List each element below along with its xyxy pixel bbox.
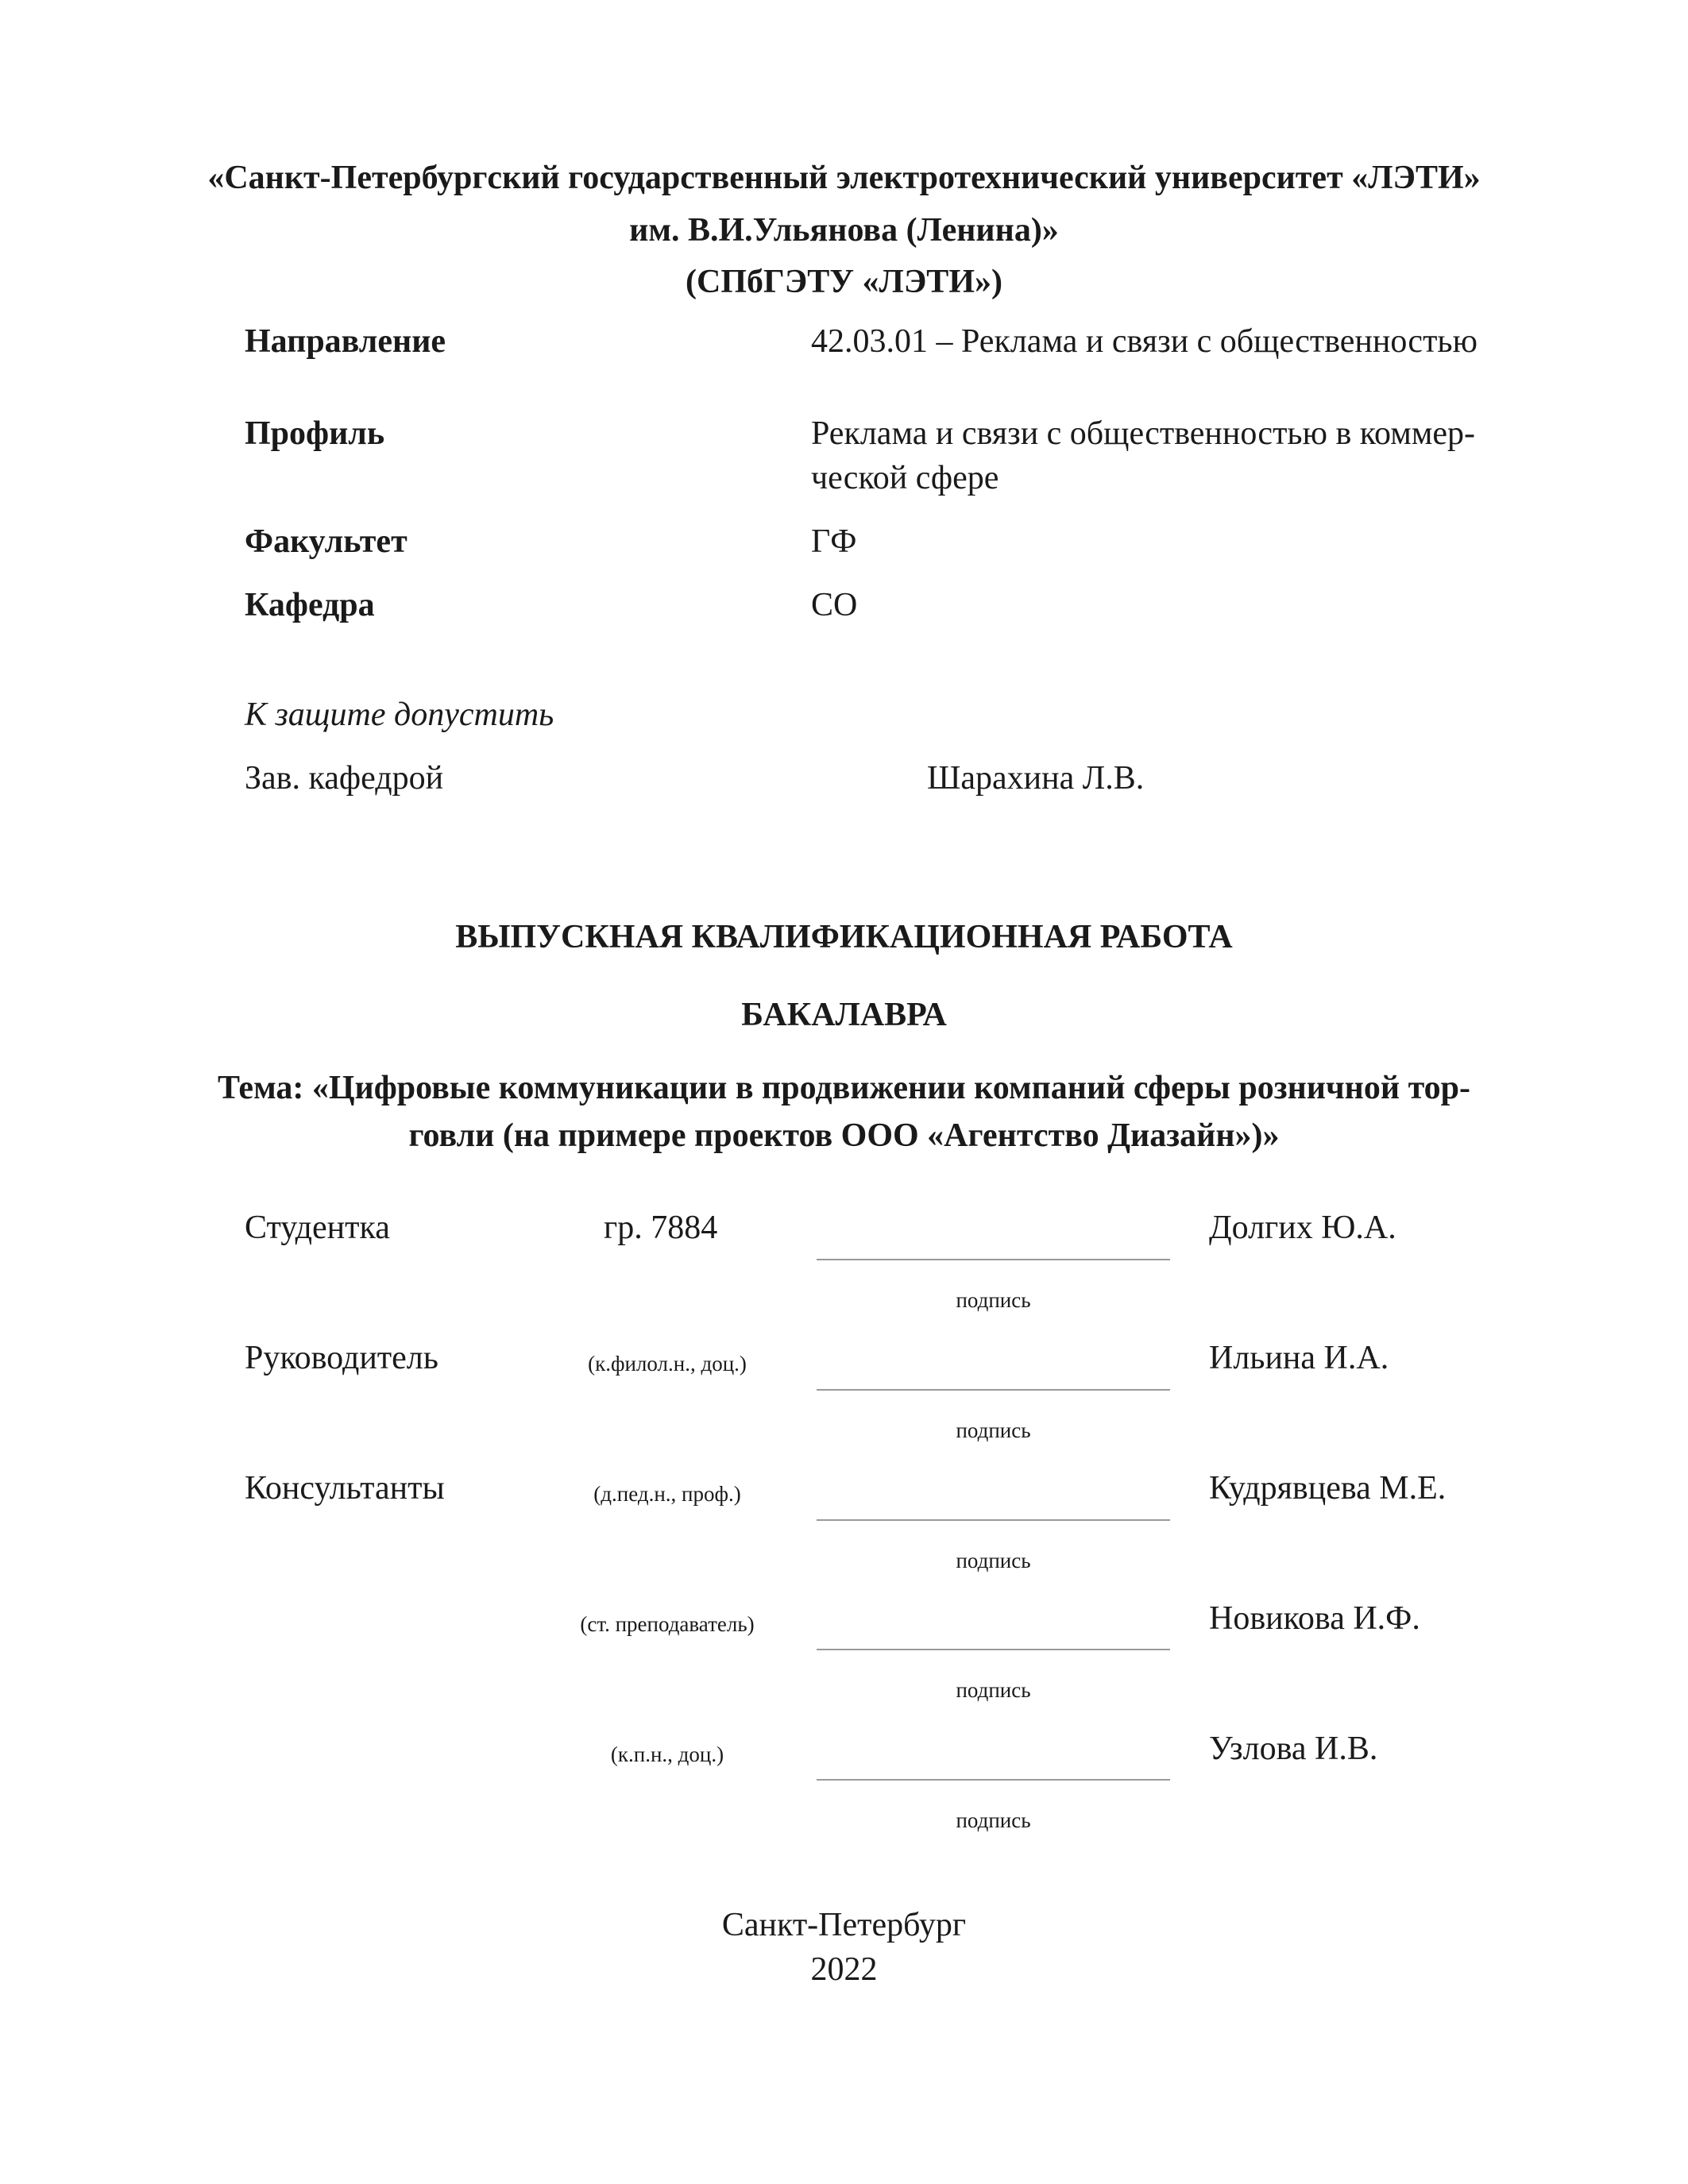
footer-city: Санкт-Петербург: [721, 1907, 967, 1943]
signature-line: [817, 1389, 1170, 1391]
signature-line: [817, 1649, 1170, 1650]
admission-note: К защите допустить: [245, 696, 554, 733]
signature-detail: (д.пед.н., проф.): [593, 1482, 741, 1506]
signature-line: [817, 1259, 1170, 1260]
signature-name: Долгих Ю.А.: [1209, 1210, 1396, 1246]
signature-name: Узлова И.В.: [1209, 1731, 1378, 1767]
faculty-value: ГФ: [811, 523, 857, 560]
work-topic-line1: Тема: «Цифровые коммуникации в продвижении компаний сферы розничной тор-: [218, 1070, 1470, 1106]
signature-role: Студентка: [245, 1210, 390, 1246]
department-value: СО: [811, 587, 858, 623]
profile-label: Профиль: [245, 415, 385, 452]
signature-caption: подпись: [956, 1808, 1031, 1832]
signature-detail: (ст. преподаватель): [580, 1612, 755, 1636]
work-topic-line2: говли (на примере проектов ООО «Агентство Диазайн»)»: [408, 1117, 1280, 1154]
work-degree: БАКАЛАВРА: [741, 997, 947, 1033]
signature-name: Кудрявцева М.Е.: [1209, 1470, 1447, 1507]
signature-role: Руководитель: [245, 1340, 438, 1376]
university-abbreviation: (СПбГЭТУ «ЛЭТИ»): [686, 264, 1002, 300]
signature-role: Консультанты: [245, 1470, 445, 1507]
signature-caption: подпись: [956, 1549, 1031, 1572]
university-name-line2: им. В.И.Ульянова (Ленина)»: [629, 212, 1059, 249]
signature-detail: гр. 7884: [604, 1210, 718, 1246]
profile-value-line2: ческой сфере: [811, 460, 999, 496]
signature-detail: (к.филол.н., доц.): [588, 1352, 747, 1376]
signature-caption: подпись: [956, 1418, 1031, 1442]
work-title: ВЫПУСКНАЯ КВАЛИФИКАЦИОННАЯ РАБОТА: [455, 919, 1233, 955]
head-of-department-name: Шарахина Л.В.: [927, 760, 1145, 797]
signature-line: [817, 1779, 1170, 1781]
profile-value-line1: Реклама и связи с общественностью в коммер-: [811, 415, 1476, 452]
university-name: «Санкт-Петербургский государственный электротехнический университет «ЛЭТИ»: [207, 160, 1481, 196]
footer-year: 2022: [810, 1951, 878, 1988]
signature-caption: подпись: [956, 1288, 1031, 1312]
signature-line: [817, 1519, 1170, 1521]
direction-label: Направление: [245, 323, 446, 360]
faculty-label: Факультет: [245, 523, 408, 560]
head-of-department-label: Зав. кафедрой: [245, 760, 444, 797]
signature-detail: (к.п.н., доц.): [610, 1742, 724, 1766]
signature-name: Ильина И.А.: [1209, 1340, 1389, 1376]
department-label: Кафедра: [245, 587, 375, 623]
signature-name: Новикова И.Ф.: [1209, 1600, 1420, 1637]
direction-value: 42.03.01 – Реклама и связи с общественностью: [811, 323, 1477, 360]
signature-caption: подпись: [956, 1678, 1031, 1702]
